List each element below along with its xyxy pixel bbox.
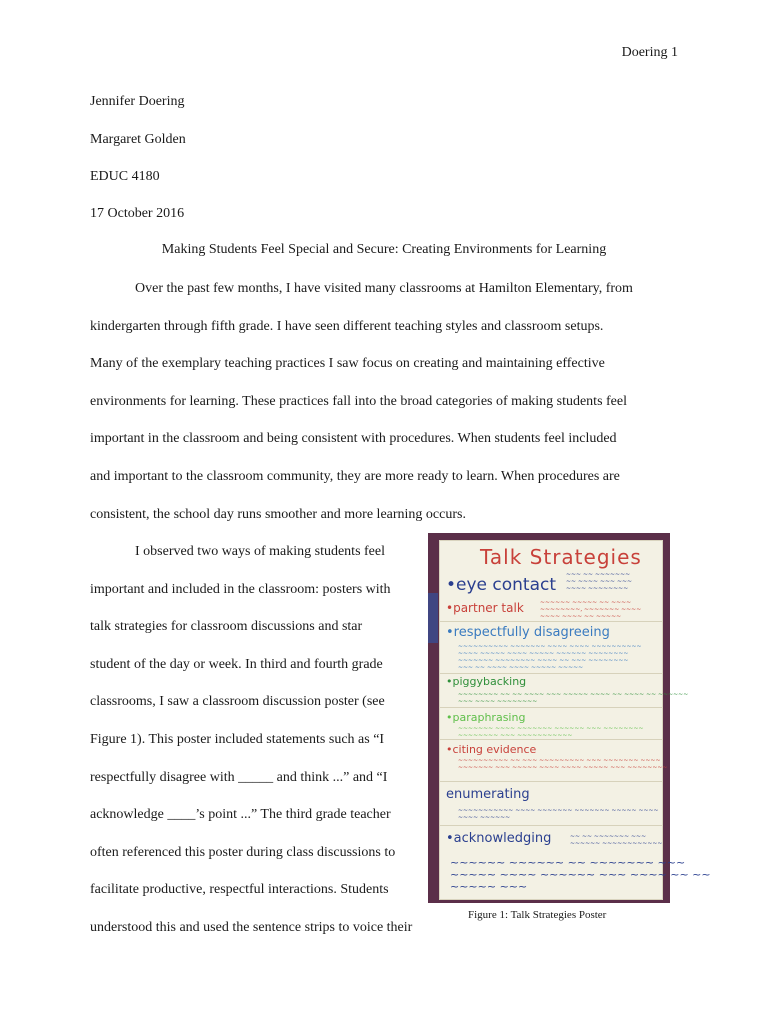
paragraph-1-line: and important to the classroom community, they are more ready to learn. When procedures are	[90, 469, 620, 484]
poster-item: enumerating	[446, 787, 530, 802]
paragraph-1-line: kindergarten through fifth grade. I have seen different teaching styles and classroom setups.	[90, 319, 604, 334]
poster-item: •eye contact	[446, 575, 557, 595]
paragraph-1-line: Many of the exemplary teaching practices I saw focus on creating and maintaining effective	[90, 356, 605, 371]
poster-edge-decoration	[428, 593, 438, 643]
poster-note-scribble: ~~~~~~~~~~ ~~ ~~~ ~~~~~~~~~ ~~~ ~~~~~~~ ~~~~ ~~~~~~~ ~~~ ~~~~~ ~~~~ ~~~~ ~~~~~ ~~~ ~~~~~~~~	[458, 757, 668, 771]
running-head: Doering 1	[621, 45, 678, 60]
paragraph-2-line: talk strategies for classroom discussions and star	[90, 619, 363, 634]
poster-item: •partner talk	[446, 601, 524, 615]
paragraph-2-line: I observed two ways of making students feel	[135, 544, 385, 559]
paragraph-2-line: classrooms, I saw a classroom discussion poster (see	[90, 694, 385, 709]
paragraph-2-line: student of the day or week. In third and fourth grade	[90, 657, 383, 672]
paragraph-2-line: often referenced this poster during class discussions to	[90, 845, 396, 860]
poster-divider	[440, 707, 662, 708]
poster-note-scribble: ~~~~~~~ ~~~~ ~~~~~~~ ~~~~~~ ~~~ ~~~~~~~~ ~~~~~~~~ ~~~ ~~~~~~~~~~~	[458, 725, 644, 739]
poster-item: •respectfully disagreeing	[446, 625, 610, 640]
poster-item: •acknowledging	[446, 831, 552, 846]
paragraph-2-line: important and included in the classroom: posters with	[90, 582, 391, 597]
course-number: EDUC 4180	[90, 169, 160, 184]
poster-note-scribble: ~~ ~~ ~~~~~~~ ~~~ ~~~~~~ ~~~~~~~~~~~~	[570, 833, 663, 847]
poster-note-scribble: ~~~~~~ ~~~~~~ ~~ ~~~~~~~ ~~~ ~~~~~ ~~~~ ~~~~~~ ~~~ ~~~~ ~~ ~~ ~~~~~ ~~~	[450, 856, 711, 893]
paragraph-2-line: facilitate productive, respectful interactions. Students	[90, 882, 389, 897]
poster-note-scribble: ~~~~~~ ~~~~~ ~~ ~~~~ ~~~~~~~~, ~~~~~~~ ~~~~ ~~~~ ~~~~ ~~ ~~~~~	[540, 599, 642, 620]
paper-title: Making Students Feel Special and Secure: Creating Environments for Learning	[161, 242, 607, 257]
instructor-name: Margaret Golden	[90, 132, 186, 147]
poster-divider	[440, 621, 662, 622]
poster-item: •paraphrasing	[446, 711, 526, 724]
talk-strategies-poster-photo	[428, 533, 711, 903]
figure-caption: Figure 1: Talk Strategies Poster	[468, 909, 607, 921]
poster-divider	[440, 739, 662, 740]
paragraph-1-line: consistent, the school day runs smoother and more learning occurs.	[90, 507, 466, 522]
paper-date: 17 October 2016	[90, 206, 185, 221]
paragraph-1-line: environments for learning. These practices fall into the broad categories of making students feel	[90, 394, 628, 409]
poster-divider	[440, 825, 662, 826]
poster-title: Talk Strategies	[480, 545, 642, 569]
poster-note-scribble: ~~~~~~~~ ~~ ~~ ~~~~ ~~~ ~~~~~ ~~~~ ~~ ~~~~ ~~ ~~~~~~ ~~~ ~~~~ ~~~~~~~~	[458, 691, 689, 705]
paragraph-2-line: acknowledge ____’s point ...” The third grade teacher	[90, 807, 391, 822]
poster-note-scribble: ~~~ ~~ ~~~~~~~ ~~ ~~~~ ~~~ ~~~ ~~~~ ~~~~~~~~	[566, 571, 633, 592]
poster-item: •citing evidence	[446, 743, 537, 756]
poster-divider	[440, 673, 662, 674]
poster-sheet	[440, 541, 711, 899]
paragraph-2-line: Figure 1). This poster included statements such as “I	[90, 732, 385, 747]
paragraph-2-line: respectfully disagree with _____ and think ...” and “I	[90, 770, 388, 785]
poster-note-scribble: ~~~~~~~~~~~ ~~~~ ~~~~~~~ ~~~~~~~ ~~~~~ ~~~~ ~~~~ ~~~~~~	[458, 807, 659, 821]
poster-note-scribble: ~~~~~~~~~~ ~~~~~~~ ~~~~ ~~~~ ~~~~~~~~~~ ~~~~ ~~~~~ ~~~~ ~~~~~ ~~~~~~ ~~~~~~~~ ~~~~~~~ ~~~~~~~~ ~~~~ ~~ ~~~ ~~~~~~~~ ~~~ ~~ ~~~~ ~~~~ ~~~~~ ~~~~~	[458, 643, 642, 671]
paragraph-1-line: Over the past few months, I have visited many classrooms at Hamilton Elementary, from	[135, 281, 633, 296]
paragraph-1-line: important in the classroom and being consistent with procedures. When students feel included	[90, 431, 617, 446]
poster-divider	[440, 781, 662, 782]
author-name: Jennifer Doering	[90, 94, 185, 109]
poster-item: •piggybacking	[446, 675, 527, 688]
paragraph-2-line: understood this and used the sentence strips to voice their	[90, 920, 413, 935]
